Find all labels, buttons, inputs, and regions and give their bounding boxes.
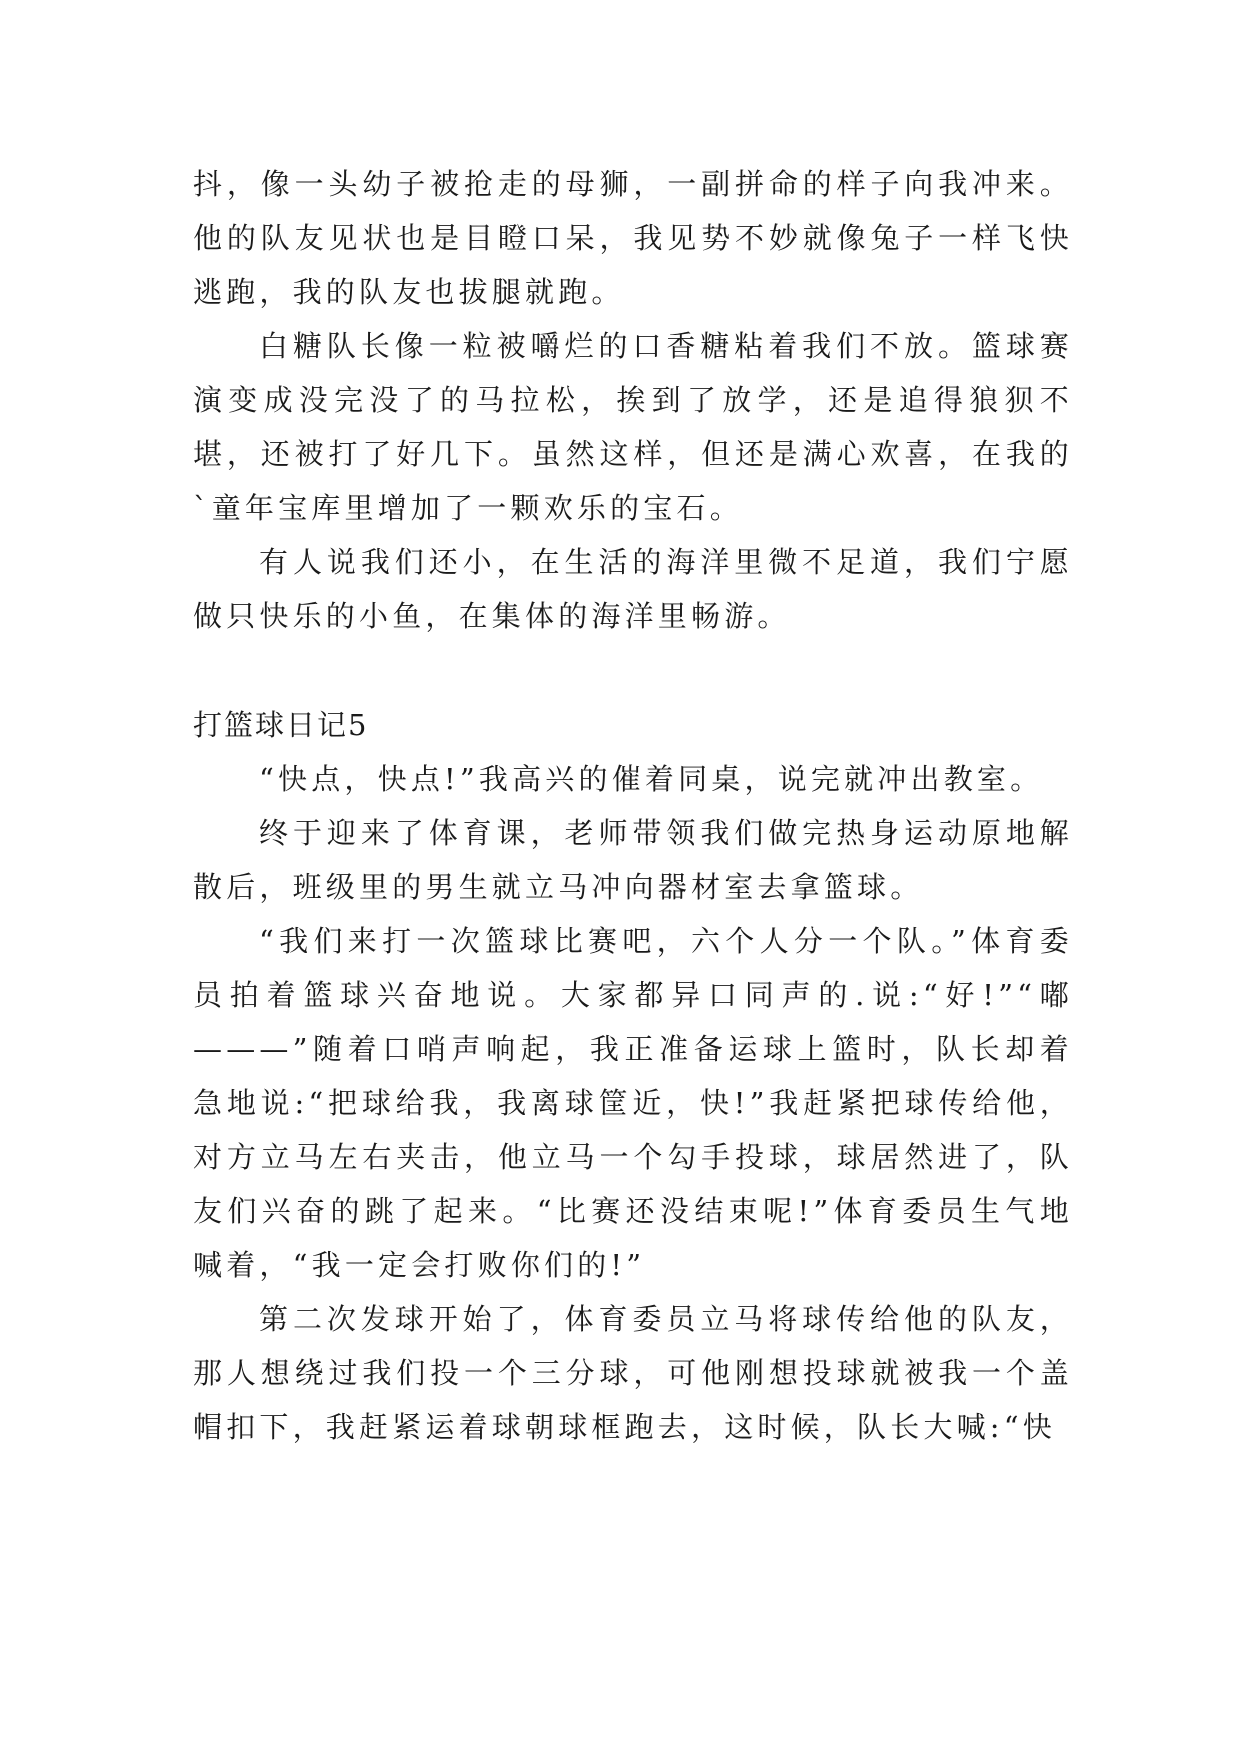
- section-title: 打篮球日记5: [193, 708, 369, 742]
- paragraph-continuation-1: 抖，像一头幼子被抢走的母狮，一副拼命的样子向我冲来。他的队友见状也是目瞪口呆，我见势不妙就像兔子一样飞快逃跑，我的队友也拔腿就跑。: [193, 167, 1073, 309]
- document-body: [193, 157, 1073, 1454]
- paragraph-diary-4: 第二次发球开始了，体育委员立马将球传给他的队友，那人想绕过我们投一个三分球，可他刚想投球就被我一个盖帽扣下，我赶紧运着球朝球框跑去，这时候，队长大喊:“快: [193, 1302, 1073, 1444]
- section-gap: [193, 643, 1073, 698]
- paragraph-diary-2: 终于迎来了体育课，老师带领我们做完热身运动原地解散后，班级里的男生就立马冲向器材室去拿篮球。: [193, 816, 1073, 904]
- paragraph-diary-1: “快点，快点!”我高兴的催着同桌，说完就冲出教室。: [259, 762, 1044, 796]
- paragraph-diary-3: “我们来打一次篮球比赛吧，六个人分一个队。”体育委员拍着篮球兴奋地说。大家都异口同声的.说:“好!”“嘟———”随着口哨声响起，我正准备运球上篮时，队长却着急地说:“把球给我，我离球筐近，快!”我赶紧把球传给他，对方立马左右夹击，他立马一个勾手投球，球居然进了，队友们兴奋的跳了起来。“比赛还没结束呢!”体育委员生气地喊着，“我一定会打败你们的!”: [193, 924, 1073, 1282]
- paragraph-continuation-3: 有人说我们还小，在生活的海洋里微不足道，我们宁愿做只快乐的小鱼，在集体的海洋里畅游。: [193, 545, 1073, 633]
- paragraph-continuation-2: 白糖队长像一粒被嚼烂的口香糖粘着我们不放。篮球赛演变成没完没了的马拉松，挨到了放学，还是追得狼狈不堪，还被打了好几下。虽然这样，但还是满心欢喜，在我的`童年宝库里增加了一颗欢乐的宝石。: [193, 329, 1073, 525]
